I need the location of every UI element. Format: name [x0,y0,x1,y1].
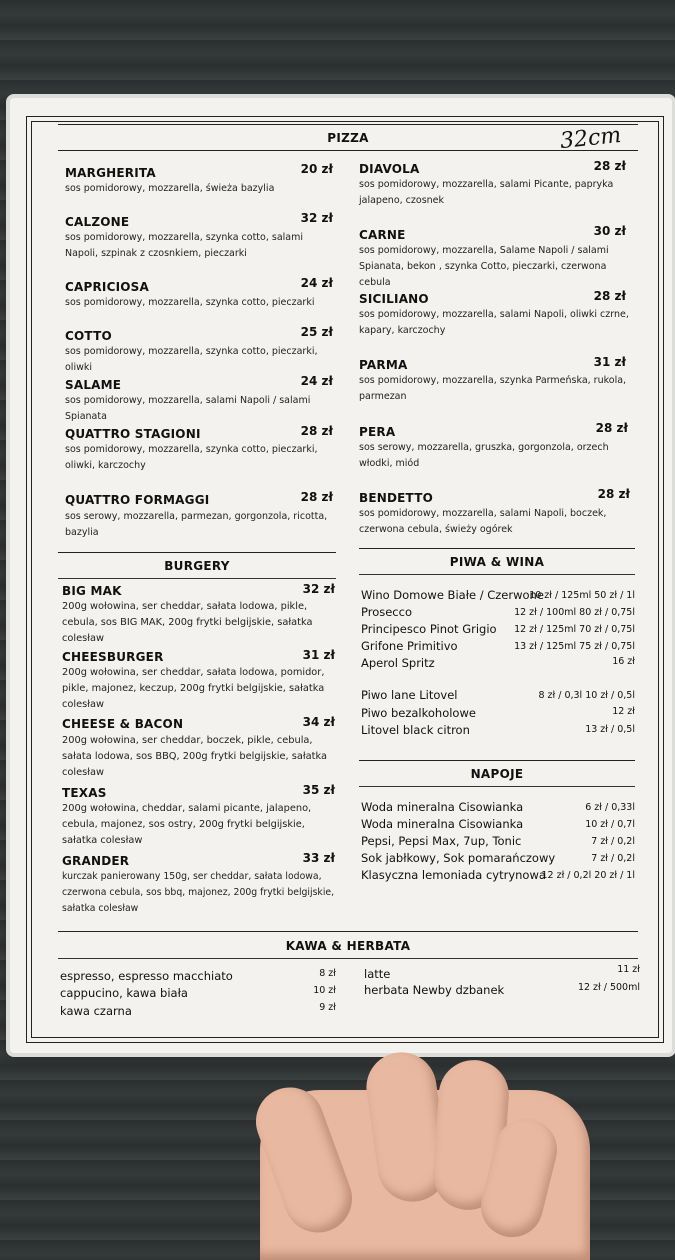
drink-name: Pepsi, Pepsi Max, 7up, Tonic [361,834,522,848]
pizza-price: 28 zł [300,490,333,504]
kawa-herbata-rule-bottom [58,958,638,959]
burgery-rule-top [58,552,336,553]
drink-price: 12 zł / 0,2l 20 zł / 1l [541,870,635,881]
drink-price: 7 zł / 0,2l [591,836,635,847]
wine-name: Grifone Primitivo [361,639,458,653]
burgery-title: BURGERY [164,559,230,573]
burger-desc: 200g wołowina, ser cheddar, sałata lodowa, pikle, cebula, sos BIG MAK, 200g frytki belgijskie, sałatka colesław [62,601,313,644]
pizza-desc: sos pomidorowy, mozzarella, salami Napoli, boczek, czerwona cebula, świeży ogórek [359,508,607,535]
drink-price: 10 zł / 0,7l [585,819,635,830]
beer-price: 13 zł / 0,5l [585,724,635,735]
wine-price: 10 zł / 125ml 50 zł / 1l [529,590,635,601]
pizza-desc: sos pomidorowy, mozzarella, szynka Parmeńska, rukola, parmezan [359,375,627,402]
pizza-price: 28 zł [593,289,626,303]
coffee-name: kawa czarna [60,1004,132,1018]
burger-desc: 200g wołowina, cheddar, salami picante, jalapeno, cebula, majonez, sos ostry, 200g frytki belgijskie, sałatka colesław [62,803,312,846]
pizza-price: 31 zł [593,355,626,369]
beer-price: 8 zł / 0,3l 10 zł / 0,5l [538,690,635,701]
beer-name: Piwo lane Litovel [361,688,458,702]
pizza-name: CALZONE [65,215,130,229]
pizza-price: 28 zł [595,421,628,435]
burger-price: 34 zł [302,715,335,729]
beer-price: 12 zł [612,706,635,717]
burger-price: 31 zł [302,648,335,662]
wine-name: Aperol Spritz [361,656,435,670]
pizza-name: CARNE [359,228,406,242]
pizza-desc: sos pomidorowy, mozzarella, szynka cotto, pieczarki, oliwki, karczochy [65,444,318,471]
coffee-price: 10 zł [313,985,336,996]
burger-price: 35 zł [302,783,335,797]
pizza-desc: sos pomidorowy, mozzarella, Salame Napoli / salami Spianata, bekon , szynka Cotto, pieczarki, czerwona cebula [359,245,609,288]
pizza-price: 28 zł [597,487,630,501]
napoje-title: NAPOJE [470,767,524,781]
coffee-name: herbata Newby dzbanek [364,983,505,997]
burger-desc: 200g wołowina, ser cheddar, sałata lodowa, pomidor, pikle, majonez, keczup, 200g frytki belgijskie, sałatka colesław [62,667,325,710]
beer-name: Piwo bezalkoholowe [361,706,476,720]
wine-price: 13 zł / 125ml 75 zł / 0,75l [514,641,635,652]
pizza-price: 20 zł [300,162,333,176]
drink-name: Woda mineralna Cisowianka [361,817,524,831]
napoje-rule-top [359,760,635,761]
pizza-desc: sos pomidorowy, mozzarella, salami Napoli / salami Spianata [65,395,311,422]
pizza-name: QUATTRO FORMAGGI [65,493,210,507]
pizza-price: 25 zł [300,325,333,339]
pizza-desc: sos pomidorowy, mozzarella, świeża bazylia [65,183,275,194]
coffee-price: 8 zł [319,968,336,979]
wine-price: 12 zł / 125ml 70 zł / 0,75l [514,624,635,635]
wine-name: Principesco Pinot Grigio [361,622,497,636]
wine-name: Wino Domowe Białe / Czerwone [361,588,544,602]
pizza-price: 30 zł [593,224,626,238]
pizza-desc: sos pomidorowy, mozzarella, salami Picante, papryka jalapeno, czosnek [359,179,614,206]
pizza-price: 32 zł [300,211,333,225]
burger-desc: kurczak panierowany 150g, ser cheddar, sałata lodowa, czerwona cebula, sos bbq, majonez, 200g frytki belgijskie, sałatka colesław [62,871,335,914]
pizza-desc: sos serowy, mozzarella, parmezan, gorgonzola, ricotta, bazylia [65,511,328,538]
drink-name: Woda mineralna Cisowianka [361,800,524,814]
burger-name: BIG MAK [62,584,122,598]
handwritten-note: 32cm [558,122,623,155]
coffee-price: 9 zł [319,1002,336,1013]
pizza-desc: sos pomidorowy, mozzarella, szynka cotto, pieczarki [65,297,315,308]
pizza-desc: sos pomidorowy, mozzarella, szynka cotto, salami Napoli, szpinak z czosnkiem, pieczarki [65,232,304,259]
napoje-rule-bottom [359,786,635,787]
pizza-desc: sos pomidorowy, mozzarella, salami Napoli, oliwki czrne, kapary, karczochy [359,309,629,336]
piwa-wina-title: PIWA & WINA [449,555,545,569]
pizza-name: CAPRICIOSA [65,280,149,294]
burger-price: 33 zł [302,851,335,865]
pizza-name: DIAVOLA [359,162,420,176]
drink-name: Klasyczna lemoniada cytrynowa [361,868,546,882]
coffee-name: cappucino, kawa biała [60,986,188,1000]
piwa-wina-rule-top [359,548,635,549]
kawa-herbata-rule-top [58,931,638,932]
burgery-rule-bottom [58,578,336,579]
pizza-name: COTTO [65,329,112,343]
wine-price: 12 zł / 100ml 80 zł / 0,75l [514,607,635,618]
drink-price: 6 zł / 0,33l [585,802,635,813]
pizza-desc: sos serowy, mozzarella, gruszka, gorgonzola, orzech włodki, miód [359,442,609,469]
pizza-rule-top [58,124,638,125]
burger-name: CHEESE & BACON [62,717,184,731]
pizza-name: MARGHERITA [65,166,156,180]
pizza-price: 24 zł [300,374,333,388]
burger-desc: 200g wołowina, ser cheddar, boczek, pikle, cebula, sałata lodowa, sos BBQ, 200g frytki belgijskie, sałatka colesław [62,735,328,778]
pizza-name: SICILIANO [359,292,429,306]
coffee-price: 11 zł [617,964,640,975]
pizza-title: PIZZA [327,131,369,145]
wine-price: 16 zł [612,656,635,667]
pizza-desc: sos pomidorowy, mozzarella, szynka cotto, pieczarki, oliwki [65,346,318,373]
pizza-price: 28 zł [300,424,333,438]
pizza-name: PARMA [359,358,408,372]
coffee-price: 12 zł / 500ml [577,982,640,993]
pizza-name: BENDETTO [359,491,433,505]
coffee-name: latte [364,967,391,981]
burger-name: GRANDER [62,854,130,868]
kawa-herbata-title: KAWA & HERBATA [285,939,411,953]
burger-name: CHEESBURGER [62,650,164,664]
burger-price: 32 zł [302,582,335,596]
pizza-name: QUATTRO STAGIONI [65,427,201,441]
pizza-price: 28 zł [593,159,626,173]
pizza-price: 24 zł [300,276,333,290]
burger-name: TEXAS [62,786,107,800]
piwa-wina-rule-bottom [359,574,635,575]
menu-sheet [10,98,672,1053]
beer-name: Litovel black citron [361,723,470,737]
drink-name: Sok jabłkowy, Sok pomarańczowy [361,851,556,865]
wine-name: Prosecco [361,605,412,619]
pizza-rule-bottom [58,150,638,151]
pizza-name: PERA [359,425,396,439]
drink-price: 7 zł / 0,2l [591,853,635,864]
coffee-name: espresso, espresso macchiato [60,969,233,983]
pizza-name: SALAME [65,378,122,392]
